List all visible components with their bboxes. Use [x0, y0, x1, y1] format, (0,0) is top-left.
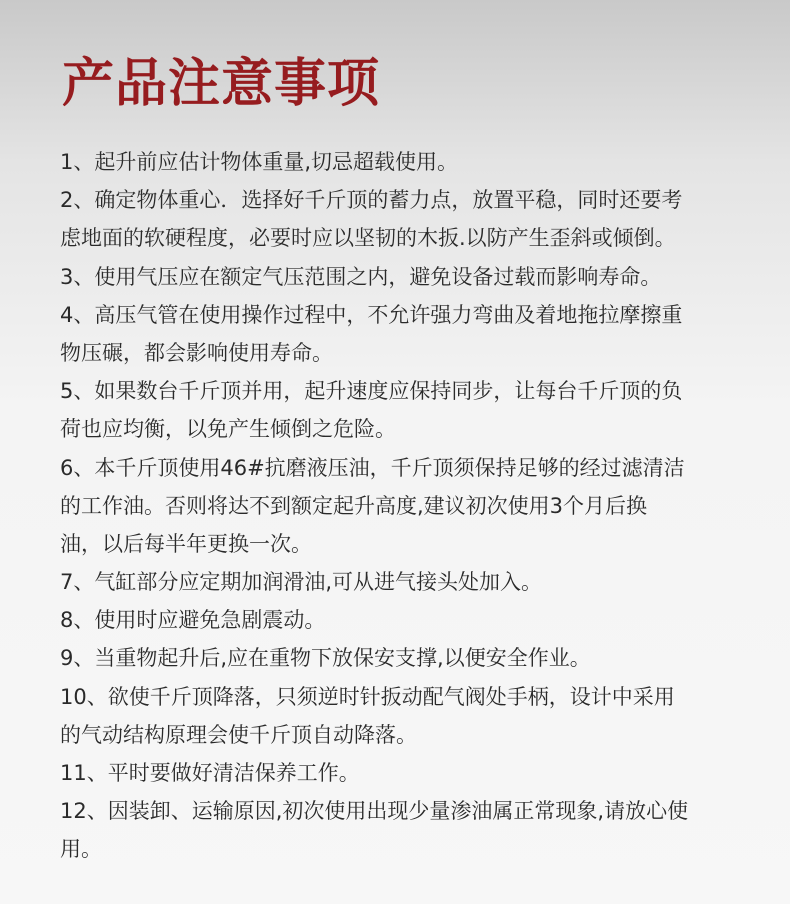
- note-line: 7、气缸部分应定期加润滑油,可从进气接头处加入。: [60, 570, 543, 595]
- note-item: [60, 143, 750, 181]
- note-line: 虑地面的软硬程度，必要时应以坚韧的木扳.以防产生歪斜或倾倒。: [60, 226, 676, 251]
- note-item: [60, 639, 750, 677]
- notes-list: [60, 143, 750, 869]
- note-item: [60, 258, 750, 296]
- note-line: 2、确定物体重心．选择好千斤顶的蓄力点，放置平稳，同时还要考: [60, 188, 683, 213]
- note-line: 物压碾，都会影响使用寿命。: [60, 340, 333, 365]
- note-line: 6、本千斤顶使用46#抗磨液压油，千斤顶须保持足够的经过滤清洁: [60, 455, 685, 480]
- note-item: [60, 601, 750, 639]
- note-line: 的气动结构原理会使千斤顶自动降落。: [60, 722, 417, 747]
- note-line: 4、高压气管在使用操作过程中，不允许强力弯曲及着地拖拉摩擦重: [60, 302, 683, 327]
- note-item: [60, 563, 750, 601]
- note-item: [60, 754, 750, 792]
- note-line: 11、平时要做好清洁保养工作。: [60, 761, 360, 785]
- note-line: 3、使用气压应在额定气压范围之内，避免设备过载而影响寿命。: [60, 264, 662, 289]
- note-line: 9、当重物起升后,应在重物下放保安支撑,以便安全作业。: [60, 646, 591, 671]
- note-line: 油，以后每半年更换一次。: [60, 531, 312, 556]
- note-line: 用。: [60, 837, 102, 862]
- note-line: 荷也应均衡，以免产生倾倒之危险。: [60, 417, 396, 442]
- note-line: 5、如果数台千斤顶并用，起升速度应保持同步，让每台千斤顶的负: [60, 379, 683, 404]
- note-item: [60, 792, 750, 868]
- note-item: [60, 181, 750, 257]
- note-line: 8、使用时应避免急剧震动。: [60, 608, 326, 633]
- note-line: 1、起升前应估计物体重量,切忌超载使用。: [60, 150, 459, 174]
- note-item: [60, 372, 750, 448]
- note-line: 12、因装卸、运输原因,初次使用出现少量渗油属正常现象,请放心使: [60, 799, 689, 824]
- page-title: 产品注意事项: [62, 54, 381, 114]
- note-line: 的工作油。否则将达不到额定起升高度,建议初次使用3个月后换: [60, 493, 648, 518]
- note-line: 10、欲使千斤顶降落，只须逆时针扳动配气阀处手柄，设计中采用: [60, 684, 675, 709]
- note-item: [60, 449, 750, 564]
- note-item: [60, 678, 750, 754]
- note-item: [60, 296, 750, 372]
